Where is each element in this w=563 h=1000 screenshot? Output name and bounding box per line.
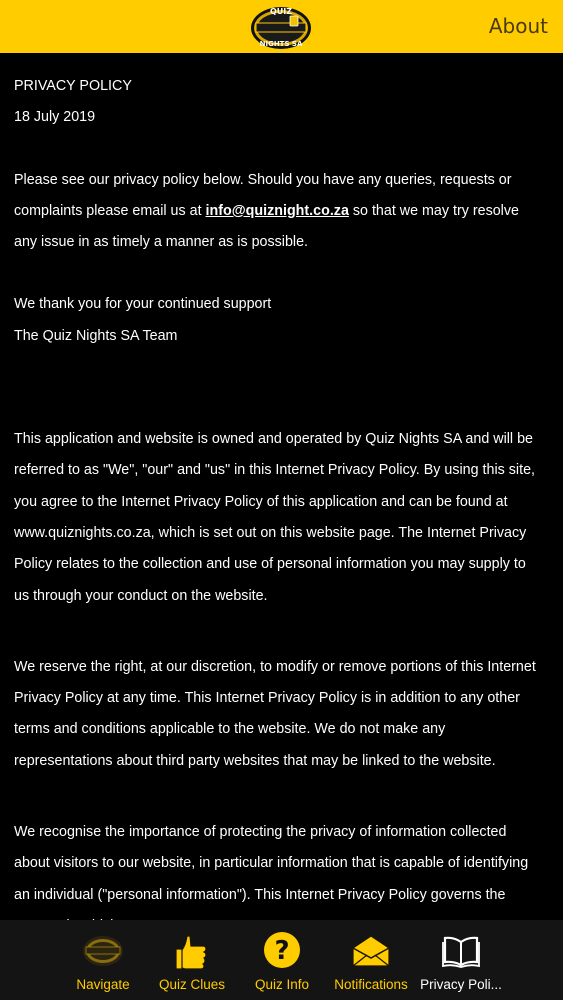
- policy-date: 18 July 2019: [14, 109, 96, 126]
- policy-intro: [14, 165, 544, 259]
- top-header: [0, 0, 563, 53]
- quiz-logo-icon: [82, 934, 124, 968]
- tab-quiz-clues-label: Quiz Clues: [158, 977, 226, 992]
- envelope-icon: [351, 934, 391, 968]
- policy-content: [14, 71, 544, 942]
- about-link[interactable]: About: [488, 14, 548, 38]
- tab-navigate-label: Navigate: [76, 977, 130, 992]
- team-signature: The Quiz Nights SA Team: [14, 327, 178, 344]
- policy-paragraph-1: This application and website is owned and operated by Quiz Nights SA and will be referred to as "We", "our" and "us" in this Internet Privacy Policy. By using this site, you agree to the Internet Privacy Policy of this application and can be found at www.quiznights.co.za, which is set out on this website page. The Internet Privacy Policy relates to the collection and use of personal information you may supply to us through your conduct on the website.: [14, 431, 535, 604]
- policy-paragraph-2: We reserve the right, at our discretion, to modify or remove portions of this Internet Privacy Policy at any time. This Internet Privacy Policy is in addition to any other terms and conditions applicable to the website. We do not make any representations about third party websites that may be linked to the website.: [14, 658, 536, 769]
- question-circle-icon: [263, 931, 301, 969]
- policy-paragraph-3: We recognise the importance of protecting the privacy of information collected about visitors to our website, in particular information that is capable of identifying an individual ("personal information"). This Internet Privacy Policy governs the: [14, 824, 529, 903]
- tab-quiz-clues[interactable]: [152, 920, 232, 1000]
- tab-privacy-policy-label: Privacy Poli...: [420, 977, 502, 992]
- svg-text:QUIZ: QUIZ: [269, 7, 293, 16]
- tab-notifications-label: Notifications: [334, 977, 408, 992]
- open-book-icon: [442, 934, 480, 968]
- bottom-tab-bar: [0, 920, 563, 1000]
- intro-text-after: so that we may try resolve any issue in as timely a manner as is possible.: [14, 202, 519, 251]
- tab-privacy-policy[interactable]: [419, 920, 503, 1000]
- thumbs-up-icon: [175, 934, 209, 970]
- svg-text:NIGHTS SA: NIGHTS SA: [259, 40, 303, 48]
- tab-navigate[interactable]: [61, 920, 145, 1000]
- email-link[interactable]: info@quiznight.co.za: [205, 202, 349, 219]
- tab-notifications[interactable]: [326, 920, 416, 1000]
- svg-text:?: ?: [274, 936, 290, 966]
- thanks-line: We thank you for your continued support: [14, 296, 272, 313]
- quiz-nights-logo[interactable]: [250, 2, 312, 52]
- tab-quiz-info-label: Quiz Info: [254, 977, 310, 992]
- tab-quiz-info[interactable]: [242, 920, 322, 1000]
- policy-title: PRIVACY POLICY: [14, 78, 132, 94]
- intro-text-before: Please see our privacy policy below. Should you have any queries, requests or complaints please email us at: [14, 171, 512, 219]
